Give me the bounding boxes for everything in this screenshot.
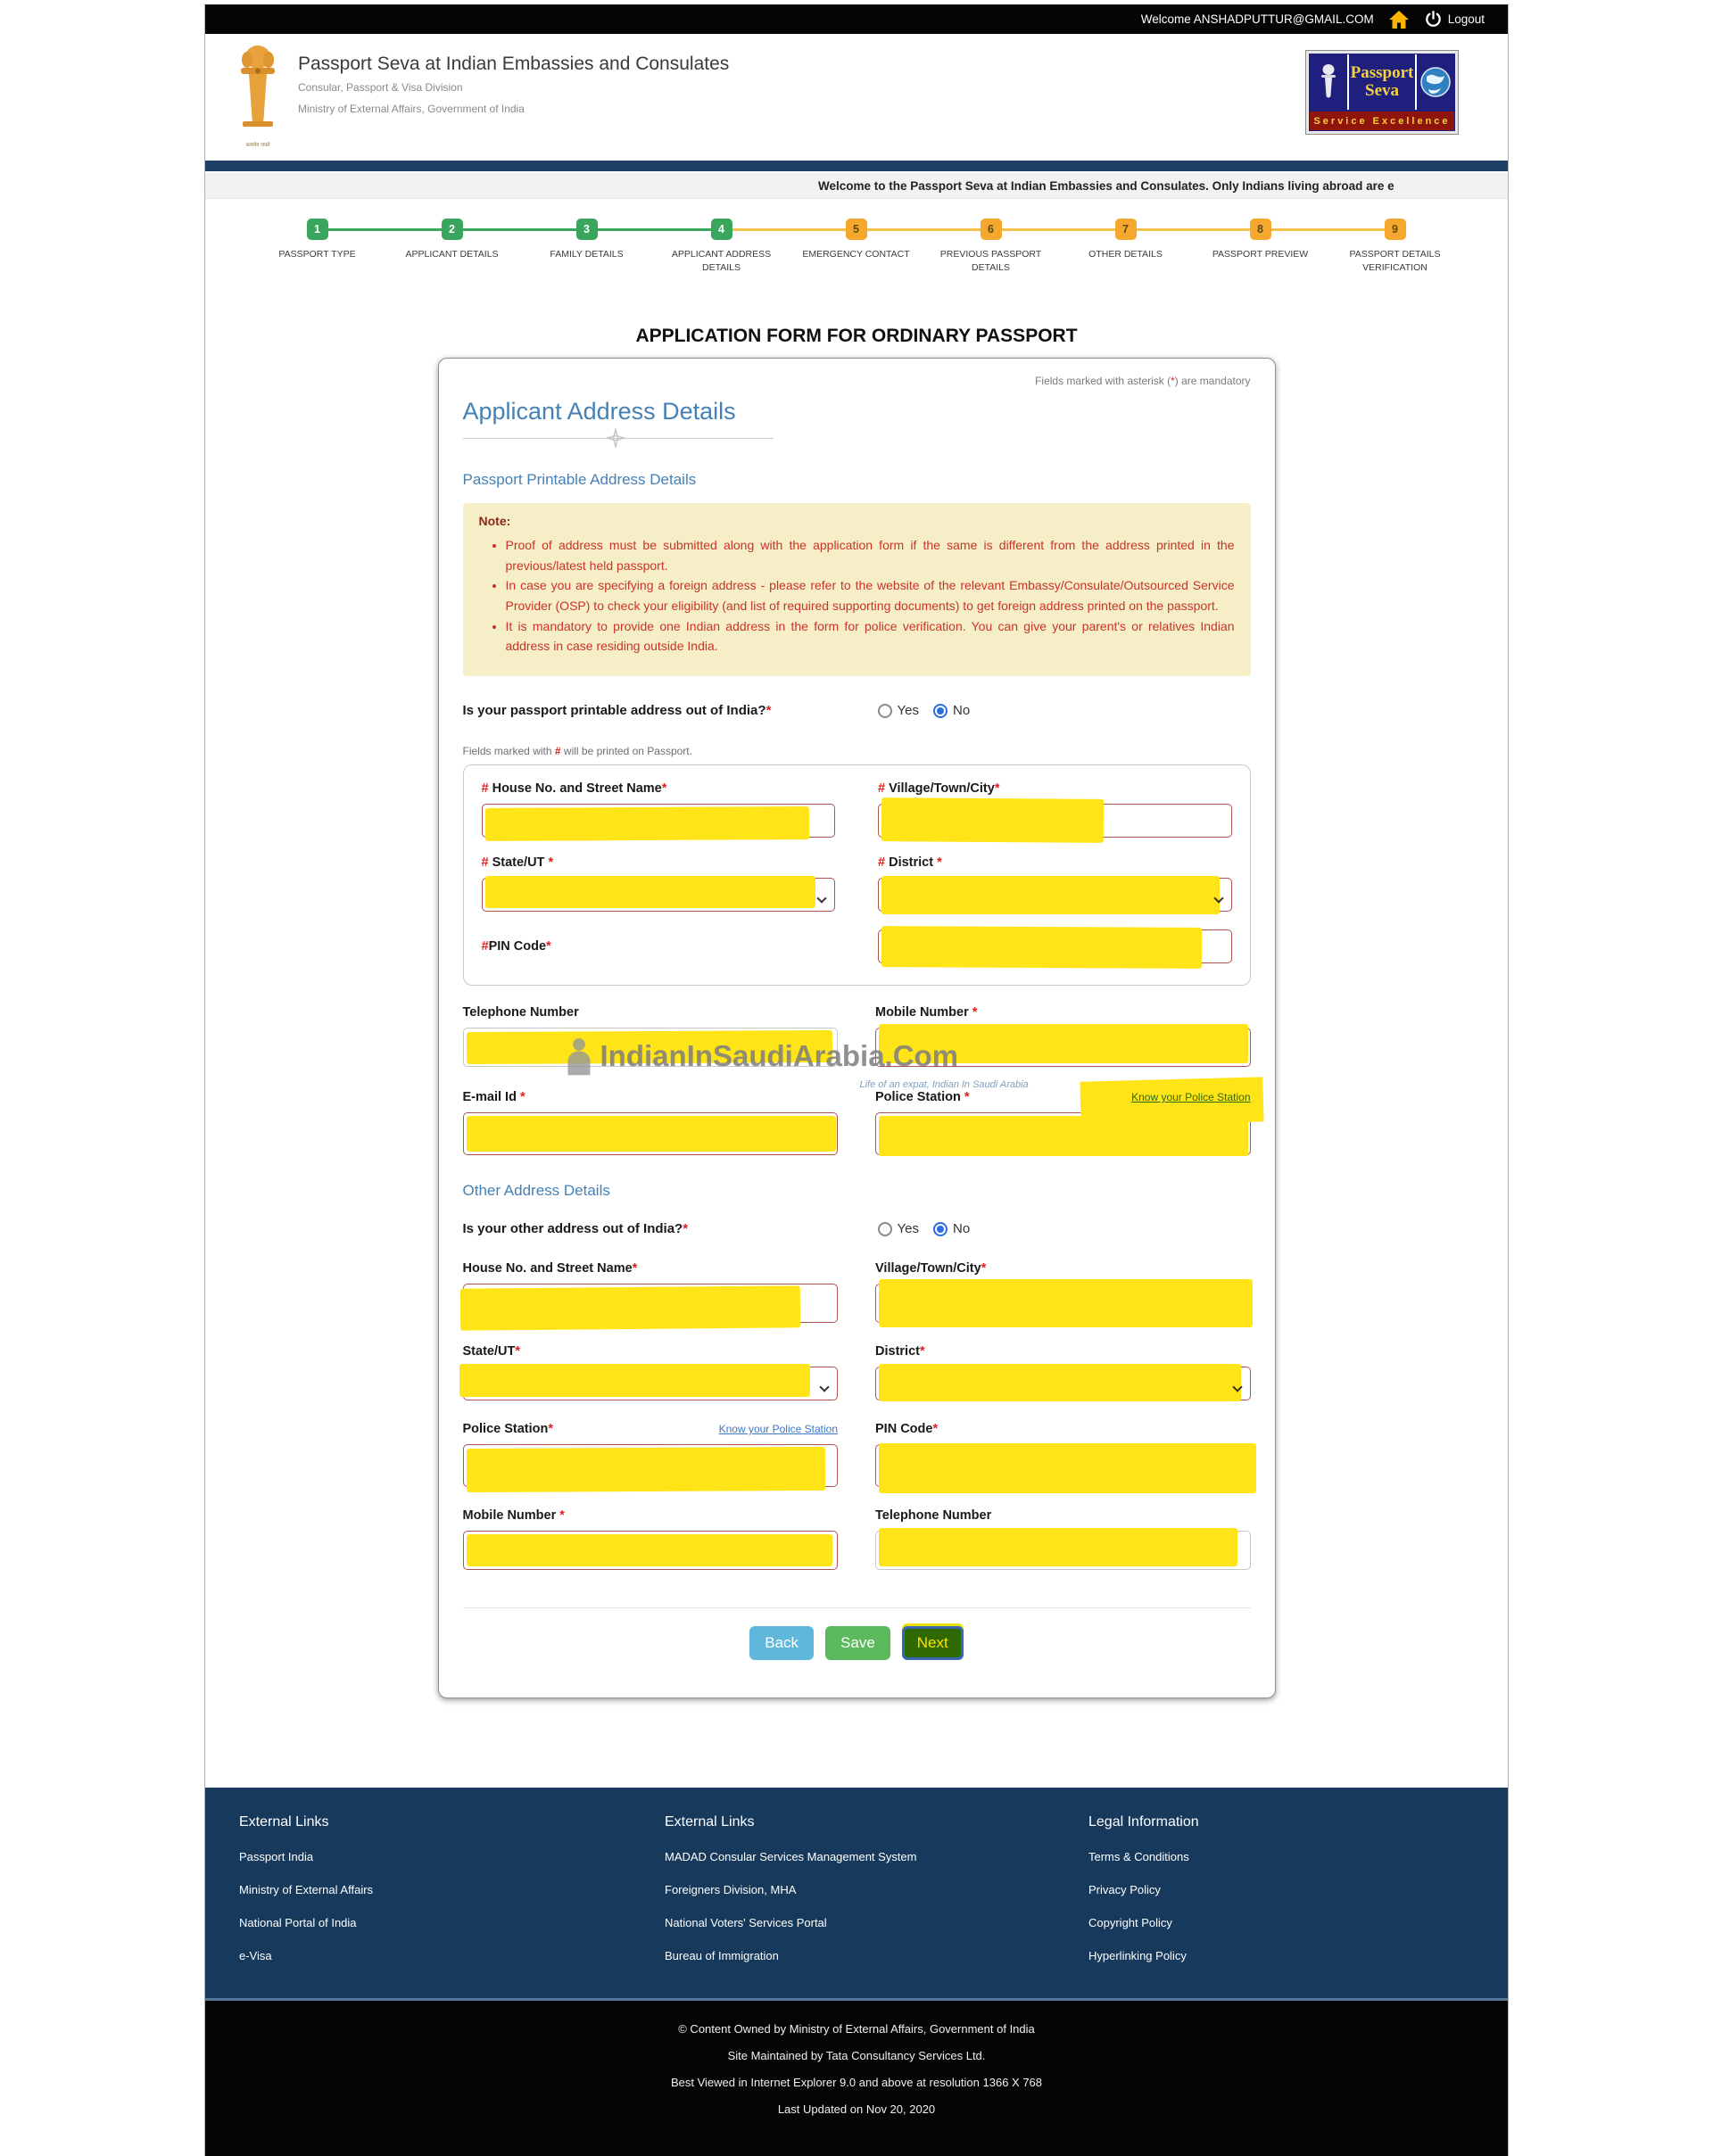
footer-link[interactable]: Terms & Conditions — [1088, 1850, 1189, 1864]
logout-button[interactable] — [1424, 10, 1485, 29]
question-label: Is your other address out of India?* — [462, 1221, 689, 1237]
note-bullet: • It is mandatory to provide one Indian address in the form for police verification. You can give your parent's or relatives Indian address in case residing outside India. — [506, 616, 1235, 657]
field-village-printable: # Village/Town/City* — [878, 781, 1232, 838]
field-telephone-other: Telephone Number — [875, 1508, 1251, 1570]
village-town-city-input-other[interactable] — [875, 1284, 1251, 1323]
field-email: E-mail Id * — [463, 1090, 839, 1155]
site-subtitle-ministry: Ministry of External Affairs, Government of India — [298, 103, 525, 115]
redaction-highlight — [466, 1030, 832, 1064]
step-7-other-details[interactable]: 7 OTHER DETAILS — [1058, 219, 1193, 274]
radio-no-printable[interactable] — [933, 704, 948, 718]
village-town-city-input[interactable] — [878, 804, 1232, 838]
logo-emblem-icon — [1310, 54, 1347, 110]
footer-link[interactable]: Ministry of External Affairs — [239, 1883, 374, 1897]
step-4-applicant-address-details[interactable]: 4 APPLICANT ADDRESS DETAILS — [654, 219, 789, 274]
know-your-police-station-link[interactable]: Know your Police Station — [1131, 1091, 1251, 1104]
globe-icon — [1417, 54, 1454, 110]
passport-seva-logo — [1305, 50, 1459, 135]
other-address-row-1 — [463, 1261, 1251, 1323]
application-form-card — [438, 358, 1276, 1698]
footer-link[interactable]: National Portal of India — [239, 1916, 357, 1930]
site-subtitle-division: Consular, Passport & Visa Division — [298, 81, 463, 94]
field-village-other: Village/Town/City* — [875, 1261, 1251, 1323]
footer-link[interactable]: Hyperlinking Policy — [1088, 1949, 1187, 1963]
question-other-out-of-india — [463, 1221, 1251, 1236]
radio-option-yes-highlighted[interactable]: Yes — [878, 1221, 919, 1236]
save-button[interactable]: Save — [825, 1626, 890, 1660]
other-address-row-3 — [463, 1422, 1251, 1487]
last-updated-line: Last Updated on Nov 20, 2020 — [777, 2102, 936, 2117]
field-mobile: Mobile Number * — [875, 1005, 1251, 1067]
field-mobile-other: Mobile Number * — [463, 1508, 839, 1570]
footer-column-external-links-1: External Links Passport India Ministry of External Affairs National Portal of India e-Visa — [239, 1814, 665, 1962]
footer-link[interactable]: Privacy Policy — [1088, 1883, 1161, 1897]
footer-column-legal-information: Legal Information Terms & Conditions Privacy Policy Copyright Policy Hyperlinking Policy — [1088, 1814, 1508, 1962]
step-8-passport-preview[interactable]: 8 PASSPORT PREVIEW — [1193, 219, 1328, 274]
field-state-printable: # State/UT * — [482, 855, 836, 912]
step-9-passport-details-verification[interactable]: 9 PASSPORT DETAILS VERIFICATION — [1328, 219, 1462, 274]
contact-row-2 — [463, 1090, 1251, 1155]
chevron-down-icon — [1234, 1379, 1241, 1395]
step-1-passport-type[interactable]: 1 PASSPORT TYPE — [250, 219, 385, 274]
redaction-highlight — [484, 806, 808, 841]
radio-no-other[interactable] — [933, 1222, 948, 1236]
email-input[interactable] — [463, 1112, 839, 1155]
step-3-family-details[interactable]: 3 FAMILY DETAILS — [519, 219, 654, 274]
redaction-highlight — [879, 1443, 1256, 1493]
pin-code-input[interactable] — [878, 929, 1232, 963]
note-bullet: • Proof of address must be submitted along with the application form if the same is different from the address printed in the previous/latest held passport. — [506, 535, 1235, 575]
form-actions — [463, 1607, 1251, 1660]
footer-link[interactable]: National Voters' Services Portal — [665, 1916, 827, 1930]
logo-wordmark: Passport Seva — [1349, 54, 1415, 110]
district-select-other[interactable] — [875, 1367, 1251, 1400]
field-telephone: Telephone Number — [463, 1005, 839, 1067]
state-ut-select[interactable] — [482, 878, 836, 912]
redaction-highlight — [879, 1364, 1241, 1401]
redaction-highlight — [485, 876, 816, 908]
redaction-highlight — [467, 1116, 836, 1152]
field-district-other: District* — [875, 1344, 1251, 1400]
note-box — [463, 503, 1251, 676]
logout-label: Logout — [1447, 12, 1485, 26]
ashoka-emblem-logo — [227, 43, 289, 148]
section-heading-printable-address: Passport Printable Address Details — [462, 471, 697, 488]
redaction-highlight — [879, 1116, 1248, 1156]
chevron-down-icon — [1215, 890, 1222, 906]
know-your-police-station-link[interactable]: Know your Police Station — [718, 1423, 838, 1436]
other-address-row-2 — [463, 1344, 1251, 1400]
copyright-line: © Content Owned by Ministry of External Affairs, Government of India — [678, 2022, 1035, 2036]
field-pin-label-cell: #PIN Code* — [481, 939, 551, 954]
welcome-user-text: Welcome ANSHADPUTTUR@GMAIL.COM — [1140, 12, 1374, 26]
redaction-highlight — [459, 1285, 799, 1330]
welcome-marquee — [205, 171, 1508, 199]
redaction-highlight — [467, 1534, 832, 1566]
form-title: APPLICATION FORM FOR ORDINARY PASSPORT — [635, 326, 1078, 346]
step-2-applicant-details[interactable]: 2 APPLICANT DETAILS — [385, 219, 519, 274]
mobile-input-other[interactable] — [463, 1531, 839, 1570]
watermark-tagline: Life of an expat, Indian In Saudi Arabia — [859, 1079, 1029, 1090]
page-title: Applicant Address Details — [462, 398, 736, 425]
field-pin-printable — [878, 929, 1232, 963]
hash-note: Fields marked with # will be printed on Passport. — [462, 745, 692, 758]
footer-column-external-links-2: External Links MADAD Consular Services Management System Foreigners Division, MHA National Voters' Services Portal Bureau of Immigration — [665, 1814, 1088, 1962]
navy-divider-bar — [205, 161, 1508, 171]
field-pin-other: PIN Code* — [875, 1422, 1251, 1487]
mobile-input[interactable] — [875, 1028, 1251, 1067]
field-house-other: House No. and Street Name* — [463, 1261, 839, 1323]
copyright-footer — [205, 2001, 1508, 2156]
redaction-highlight — [879, 1528, 1237, 1566]
home-icon[interactable] — [1388, 10, 1410, 29]
site-header — [205, 34, 1508, 161]
footer-link[interactable]: e-Visa — [239, 1949, 272, 1963]
police-station-input[interactable] — [875, 1112, 1251, 1155]
question-printable-out-of-india — [463, 703, 1251, 718]
logo-tagline-strip: Service Excellence — [1310, 112, 1454, 130]
printable-address-fieldset — [463, 764, 1251, 986]
radio-yes-other[interactable] — [878, 1222, 892, 1236]
redaction-highlight — [466, 1447, 824, 1492]
other-address-row-4 — [463, 1508, 1251, 1570]
redaction-highlight — [881, 797, 1104, 843]
redaction-highlight — [879, 1279, 1253, 1327]
field-state-other: State/UT* — [463, 1344, 839, 1400]
field-house-printable: # House No. and Street Name* — [482, 781, 836, 838]
footer-link[interactable]: MADAD Consular Services Management System — [665, 1850, 917, 1864]
step-6-previous-passport-details[interactable]: 6 PREVIOUS PASSPORT DETAILS — [923, 219, 1058, 274]
compass-ornament-icon — [606, 428, 625, 452]
chevron-down-icon — [821, 1379, 828, 1395]
section-heading-other-address: Other Address Details — [462, 1182, 610, 1200]
header-text-block — [298, 54, 729, 115]
progress-stepper — [250, 219, 1463, 304]
house-street-input-other[interactable] — [463, 1284, 839, 1323]
heading-divider — [463, 438, 774, 439]
site-title: Passport Seva at Indian Embassies and Consulates — [298, 54, 730, 74]
power-icon — [1424, 10, 1443, 29]
field-police-station-printable: Police Station * Know your Police Station — [875, 1090, 1251, 1155]
radio-option-yes[interactable]: Yes — [878, 703, 919, 718]
radio-option-no[interactable]: No — [933, 1221, 970, 1236]
state-ut-select-other[interactable] — [463, 1367, 839, 1400]
next-button[interactable]: Next — [902, 1626, 964, 1660]
note-bullet: • In case you are specifying a foreign address - please refer to the website of the relevant Embassy/Consulate/Outsourced Service Provider (OSP) to check your eligibility (and list of required supporting documents) to get foreign address printed on the passport. — [506, 575, 1235, 615]
redaction-highlight — [879, 1024, 1248, 1063]
emblem-caption: सत्यमेव जयते — [245, 143, 270, 148]
field-police-station-other: Police Station* Know your Police Station — [463, 1422, 839, 1487]
maintained-by-line: Site Maintained by Tata Consultancy Services Ltd. — [727, 2049, 986, 2063]
best-viewed-line: Best Viewed in Internet Explorer 9.0 and above at resolution 1366 X 768 — [670, 2076, 1043, 2090]
question-label: Is your passport printable address out of India?* — [462, 703, 772, 719]
telephone-input-other[interactable] — [875, 1531, 1251, 1570]
watermark-text: IndianInSaudiArabia.Com — [600, 1039, 959, 1072]
chevron-down-icon — [818, 890, 825, 906]
telephone-input[interactable] — [463, 1028, 839, 1067]
contact-row-1 — [463, 1005, 1251, 1067]
footer-link[interactable]: Foreigners Division, MHA — [665, 1883, 797, 1897]
top-bar — [205, 4, 1508, 34]
house-street-input[interactable] — [482, 804, 836, 838]
step-5-emergency-contact[interactable]: 5 EMERGENCY CONTACT — [789, 219, 923, 274]
note-title: Note: — [478, 514, 511, 528]
district-select[interactable] — [878, 878, 1232, 912]
pin-code-input-other[interactable] — [875, 1444, 1251, 1487]
mandatory-note: Fields marked with asterisk (*) are mandatory — [1035, 375, 1251, 387]
redaction-highlight — [459, 1364, 810, 1397]
radio-option-no[interactable]: No — [933, 703, 970, 718]
footer-link[interactable]: Bureau of Immigration — [665, 1949, 779, 1963]
site-footer — [205, 1788, 1508, 2001]
redaction-highlight — [881, 876, 1220, 914]
field-district-printable: # District * — [878, 855, 1232, 912]
police-station-input-other[interactable] — [463, 1444, 839, 1487]
page-container — [204, 4, 1509, 2156]
redaction-highlight — [881, 926, 1202, 969]
radio-yes-printable[interactable] — [878, 704, 892, 718]
footer-link[interactable]: Passport India — [239, 1850, 314, 1864]
back-button[interactable]: Back — [749, 1626, 814, 1660]
footer-link[interactable]: Copyright Policy — [1088, 1916, 1172, 1930]
marquee-text: Welcome to the Passport Seva at Indian Embassies and Consulates. Only Indians living abroad are e — [818, 179, 1394, 193]
